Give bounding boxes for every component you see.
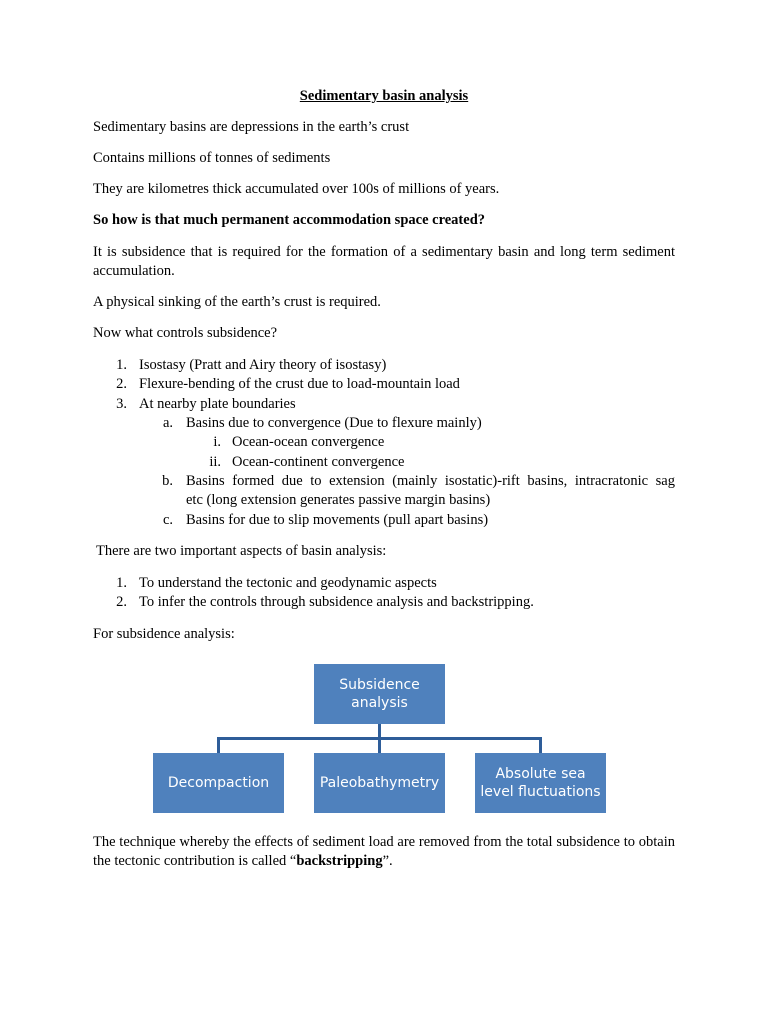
paragraph-definition: Sedimentary basins are depressions in the earth’s crust bbox=[93, 119, 410, 135]
paragraph-thickness: They are kilometres thick accumulated over 100s of millions of years. bbox=[93, 181, 500, 197]
list-item: Basins due to convergence (Due to flexure mainly) bbox=[186, 415, 482, 431]
list-item: Ocean-ocean convergence bbox=[232, 434, 385, 450]
list-marker: 1. bbox=[116, 357, 127, 373]
list-item: Isostasy (Pratt and Airy theory of isostasy) bbox=[139, 357, 387, 373]
list-marker: c. bbox=[162, 512, 173, 528]
connector-left bbox=[217, 737, 220, 753]
list-item: Flexure-bending of the crust due to load-mountain load bbox=[139, 376, 460, 392]
paragraph-subsidence-analysis: For subsidence analysis: bbox=[93, 626, 235, 642]
diagram-box-sea-level bbox=[475, 753, 606, 813]
diagram-box-decompaction bbox=[153, 753, 284, 813]
paragraph-sinking: A physical sinking of the earth’s crust is required. bbox=[93, 294, 381, 310]
paragraph-controls-question: Now what controls subsidence? bbox=[93, 325, 278, 341]
diagram-box-decompaction-label: Decompaction bbox=[167, 775, 270, 791]
diagram-box-sea-level-line1: Absolute sea bbox=[495, 766, 586, 782]
backstripping-text-after: ”. bbox=[382, 853, 393, 869]
paragraph-question: So how is that much permanent accommodation space created? bbox=[93, 212, 486, 228]
diagram-box-sea-level-line2: level fluctuations bbox=[480, 784, 601, 800]
list-item: Basins formed due to extension (mainly isostatic)-rift basins, intracratonic sag bbox=[186, 473, 675, 489]
list-marker: 1. bbox=[116, 575, 127, 591]
list-marker: 2. bbox=[116, 594, 127, 610]
list-marker: 2. bbox=[116, 376, 127, 392]
paragraph-subsidence: It is subsidence that is required for the formation of a sedimentary basin and long term sediment accumulation. bbox=[93, 244, 675, 279]
paragraph-aspects: There are two important aspects of basin analysis: bbox=[96, 543, 387, 559]
list-marker: a. bbox=[162, 415, 173, 431]
backstripping-text-before: The technique whereby the effects of sediment load are removed from the total subsidence to obtain the tectonic contribution is called “ bbox=[93, 834, 675, 869]
list-marker: i. bbox=[213, 434, 221, 450]
list-item: Ocean-continent convergence bbox=[232, 454, 405, 470]
diagram-root-line2: analysis bbox=[351, 695, 408, 711]
connector-right bbox=[539, 737, 542, 753]
diagram-root-box bbox=[314, 664, 445, 724]
list-marker: b. bbox=[162, 473, 173, 489]
connector-vertical-root bbox=[378, 724, 381, 739]
list-item: To understand the tectonic and geodynamic aspects bbox=[139, 575, 437, 591]
connector-horizontal bbox=[217, 737, 542, 740]
paragraph-sediments: Contains millions of tonnes of sediments bbox=[93, 150, 331, 166]
list-marker: ii. bbox=[209, 454, 221, 470]
list-item-continuation: etc (long extension generates passive margin basins) bbox=[186, 492, 491, 508]
backstripping-term: backstripping bbox=[296, 853, 383, 869]
diagram-box-paleobathymetry-label: Paleobathymetry bbox=[319, 775, 440, 791]
list-item: Basins for due to slip movements (pull apart basins) bbox=[186, 512, 489, 528]
diagram-box-paleobathymetry bbox=[314, 753, 445, 813]
paragraph-backstripping bbox=[93, 833, 675, 871]
list-item: At nearby plate boundaries bbox=[139, 396, 296, 412]
connector-middle bbox=[378, 737, 381, 753]
page-title: Sedimentary basin analysis bbox=[299, 88, 469, 104]
list-item: To infer the controls through subsidence analysis and backstripping. bbox=[139, 594, 534, 610]
diagram-root-line1: Subsidence bbox=[339, 677, 420, 693]
list-marker: 3. bbox=[116, 396, 127, 412]
